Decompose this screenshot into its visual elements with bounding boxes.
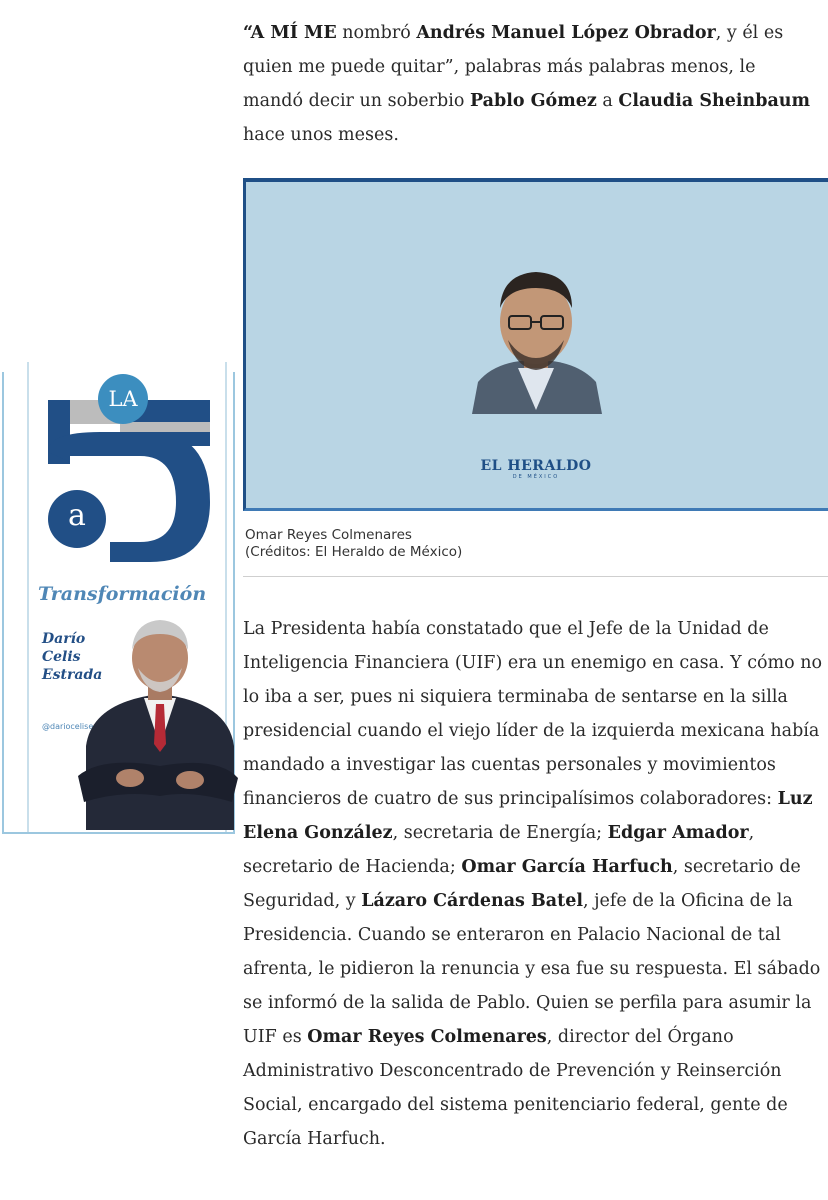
paragraph-text: nombró bbox=[336, 23, 417, 43]
column-logo-a: a bbox=[48, 490, 106, 548]
paragraph-text: a bbox=[596, 91, 619, 111]
paragraph-text: , jefe de la Oficina de la Presidencia. Cuando se enteraron en Palacio Nacional de tal afrenta, le pidieron la renuncia y esa fue su respuesta. El sábado se informó de la salida de Pablo. Quien se perfila para asumir la UIF es bbox=[243, 891, 821, 1047]
paragraph-text: hace unos meses. bbox=[243, 125, 399, 145]
paragraph-text: La Presidenta había constatado que el Jefe de la Unidad de Inteligencia Financiera (UIF) era un enemigo en casa. Y cómo no lo iba a ser, pues ni siquiera terminaba de sentarse en la silla presidencial cuando el viejo líder de la izquierda mexicana había mandado a investigar las cuentas personales y movimientos financieros de cuatro de sus principalísimos colaboradores: bbox=[243, 619, 823, 809]
bold-name-text: Pablo Gómez bbox=[469, 91, 597, 111]
paragraph-text: , y él es quien me puede quitar”, palabras más palabras menos, le mandó decir un soberbio bbox=[243, 23, 784, 111]
bold-name-text: Andrés Manuel López Obrador bbox=[416, 23, 716, 43]
paragraph-text: , secretario de Hacienda; bbox=[243, 823, 755, 877]
bold-name-text: Luz Elena González bbox=[243, 789, 813, 843]
photo-caption bbox=[245, 527, 462, 561]
column-author-handle: @dariocelise bbox=[42, 722, 94, 731]
caption-credits: (Créditos: El Heraldo de México) bbox=[245, 544, 463, 560]
caption-divider bbox=[243, 576, 828, 577]
intro-paragraph bbox=[243, 16, 813, 152]
column-logo-la: LA bbox=[98, 374, 148, 424]
heraldo-logo: EL HERALDO DE MÉXICO bbox=[480, 458, 592, 480]
article-photo bbox=[243, 178, 828, 511]
paragraph-text: , secretario de Seguridad, y bbox=[243, 857, 801, 911]
paragraph-text: , secretaria de Energía; bbox=[392, 823, 608, 843]
bold-name-text: Edgar Amador bbox=[607, 823, 749, 843]
column-title: Transformación bbox=[38, 583, 207, 605]
paragraph-text: , director del Órgano Administrativo Desconcentrado de Prevención y Reinserción Social, encargado del sistema penitenciario federal, gente de García Harfuch. bbox=[243, 1027, 788, 1149]
column-author: Darío Celis Estrada bbox=[42, 631, 103, 683]
bold-name-text: Omar Reyes Colmenares bbox=[307, 1027, 547, 1047]
bold-name-text: “A MÍ ME bbox=[243, 23, 337, 43]
author-photo bbox=[72, 606, 242, 836]
bold-name-text: Omar García Harfuch bbox=[461, 857, 673, 877]
bold-name-text: Lázaro Cárdenas Batel bbox=[361, 891, 583, 911]
body-paragraph bbox=[243, 612, 828, 1156]
caption-name: Omar Reyes Colmenares bbox=[245, 527, 412, 543]
bold-name-text: Claudia Sheinbaum bbox=[618, 91, 811, 111]
